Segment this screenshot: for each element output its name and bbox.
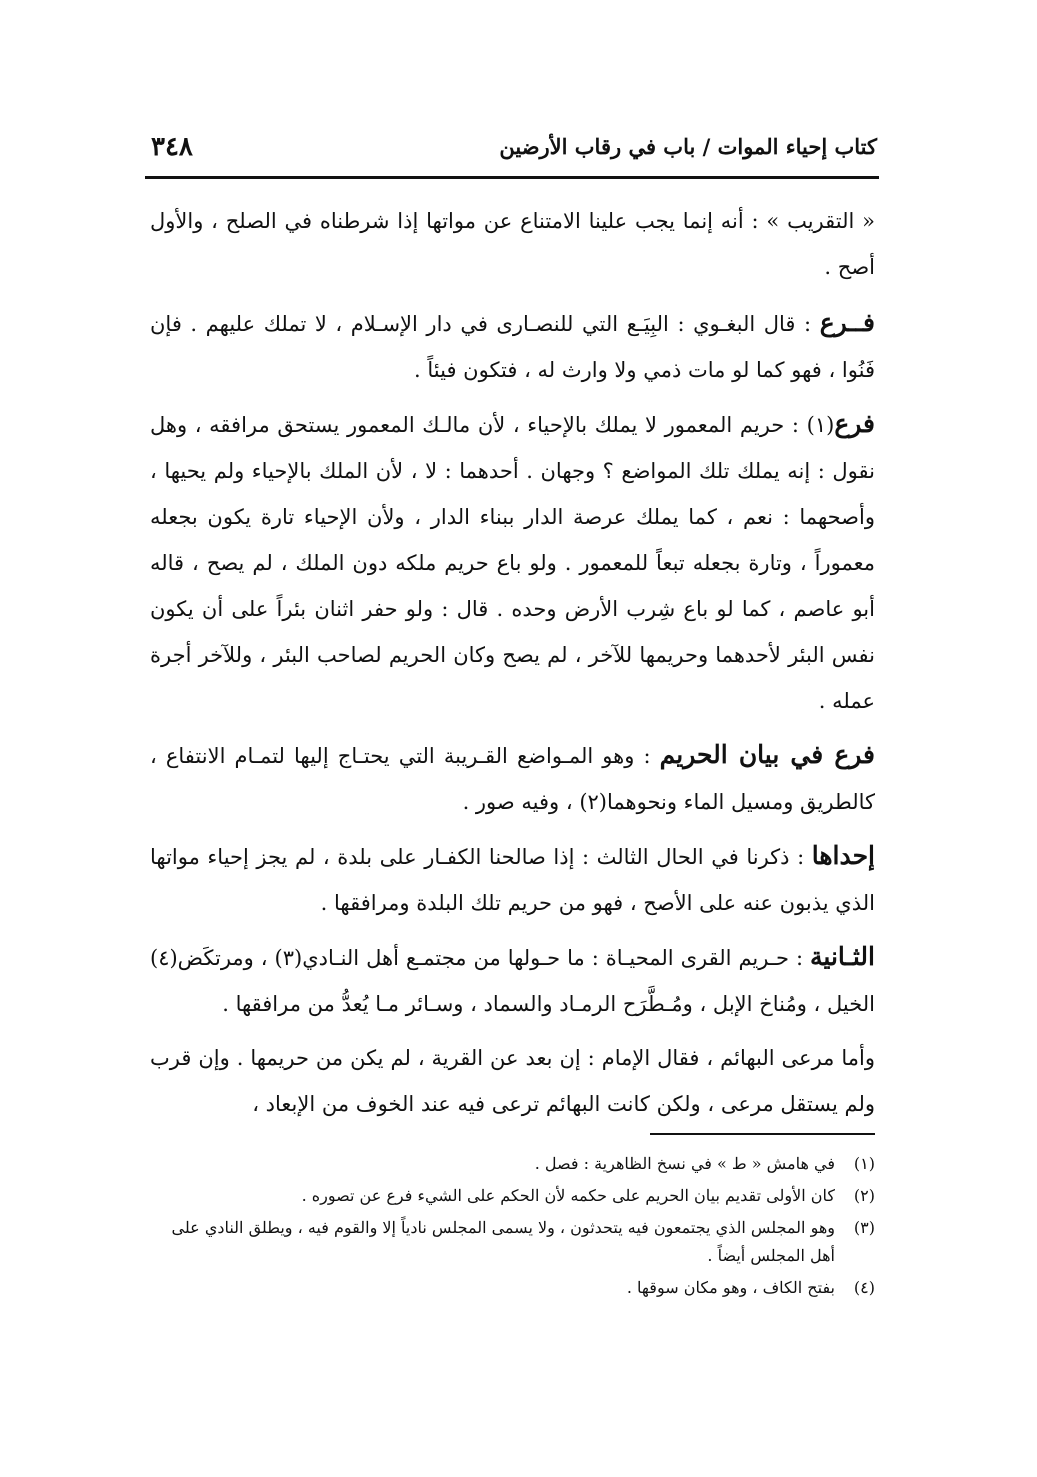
paragraph [150,732,875,825]
paragraph-text: وأما مرعى البهائم ، فقال الإمام : إن بعد عن القرية ، لم يكن من حريمها . وإن قرب ولم يستقل مرعى ، ولكن كانت البهائم ترعى فيه عند الخوف من الإبعاد ، [150,1046,875,1116]
footnote-separator [650,1133,875,1135]
paragraph-text: (١) : حريم المعمور لا يملك بالإحياء ، لأن مالـك المعمور يستحق مرافقه ، وهل نقول : إنه يملك تلك المواضع ؟ وجهان . أحدهما : لا ، لأن الملك بالإحياء ولم يحيها ، وأصحهما : نعم ، كما يملك عرصة الدار ببناء الدار ، ولأن الإحياء تارة يكون بجعله معموراً ، وتارة بجعله تبعاً للمعمور . ولو باع حريم ملكه دون الملك ، لم يصح ، قاله أبو عاصم ، كما لو باع شِرب الأرض وحده . قال : ولو حفر اثنان بئراً على أن يكون نفس البئر لأحدهما وحريمها للآخر ، لم يصح وكان الحريم لصاحب البئر ، وللآخر أجرة عمله . [150,413,875,713]
footnote [150,1182,875,1210]
footnote-text: بفتح الكاف ، وهو مكان سوقها . [626,1278,835,1297]
paragraph-text: : وهو المـواضع القـريبة التي يحتـاج إليها لتمـام الانتفاع ، كالطريق ومسيل الماء ونحوهما(٢) ، وفيه صور . [150,744,875,814]
footnote [150,1214,875,1270]
footnote-number: (١) [853,1154,875,1173]
paragraph [150,300,875,393]
footnote [150,1150,875,1178]
footnote-number: (٣) [853,1218,875,1237]
paragraph-lead: فرع [834,409,875,438]
paragraph-lead: فرع في بيان الحريم [659,740,875,769]
paragraph-lead: الثـانية [810,942,875,971]
header-rule [145,176,879,179]
paragraph-text: : ذكرنا في الحال الثالث : إذا صالحنا الكفـار على بلدة ، لم يجز إحياء مواتها الذي يذبون عنه على الأصح ، فهو من حريم تلك البلدة ومرافقها . [150,845,875,915]
footnote-text: وهو المجلس الذي يجتمعون فيه يتحدثون ، ولا يسمى المجلس نادياً إلا والقوم فيه ، ويطلق النادي على أهل المجلس أيضاً . [171,1218,835,1265]
paragraph [150,934,875,1027]
main-text [150,198,875,1135]
header-title: كتاب إحياء الموات / باب في رقاب الأرضين [499,134,877,159]
footnote-number: (٢) [853,1186,875,1205]
paragraph-text: « التقريب » : أنه إنما يجب علينا الامتناع عن مواتها إذا شرطناه في الصلح ، والأول أصح . [150,209,875,279]
paragraph-lead: فــرع [819,308,875,337]
paragraph [150,1035,875,1127]
paragraph [150,833,875,926]
paragraph [150,401,875,724]
paragraph-lead: إحداها [811,841,875,870]
footnote-text: كان الأولى تقديم بيان الحريم على حكمه لأن الحكم على الشيء فرع عن تصوره . [301,1186,835,1205]
footnote-number: (٤) [853,1278,875,1297]
page-number: ٣٤٨ [151,132,193,162]
footnote [150,1274,875,1302]
running-header [145,128,877,174]
paragraph [150,198,875,290]
paragraph-text: : قال البغـوي : البِيَـع التي للنصـارى في دار الإسـلام ، لا تملك عليهم . فإن فَنُوا ، فهو كما لو مات ذمي ولا وارث له ، فتكون فيئاً . [150,312,875,382]
footnotes [150,1150,875,1306]
footnote-text: في هامش « ط » في نسخ الظاهرية : فصل . [534,1154,835,1173]
paragraph-text: : حـريم القرى المحيـاة : ما حـولها من مجتمـع أهل النـادي(٣) ، ومرتكَض(٤) الخيل ، ومُناخ الإبل ، ومُـطَّرَح الرمـاد والسماد ، وسـائر مـا يُعدُّ من مرافقها . [150,946,875,1016]
